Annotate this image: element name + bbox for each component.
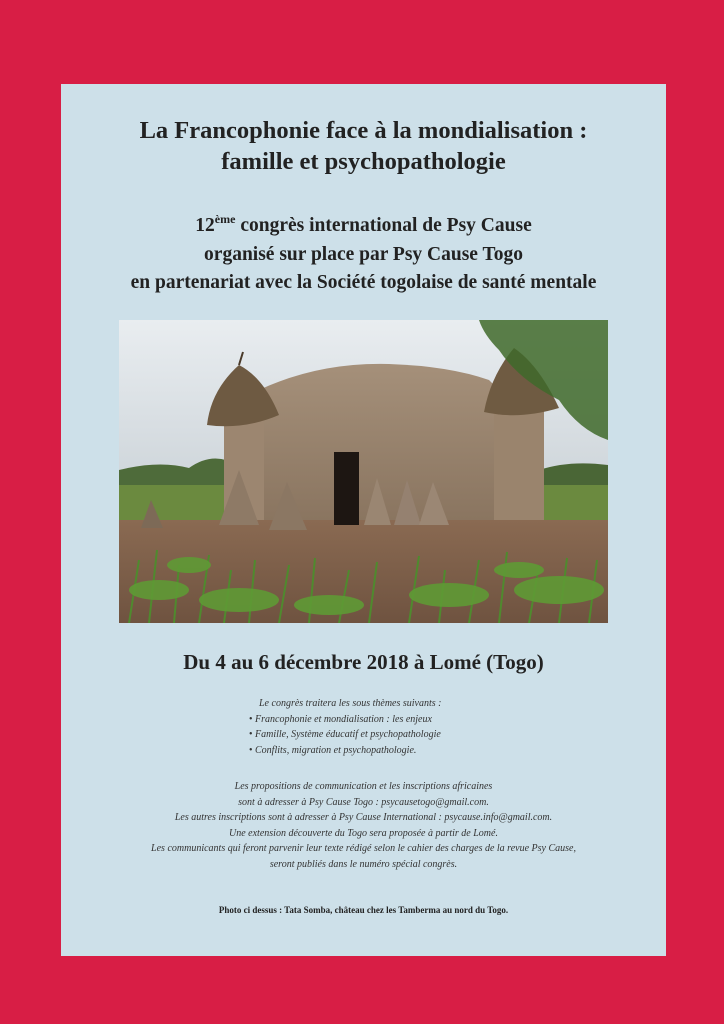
theme-item: • Conflits, migration et psychopathologie. bbox=[249, 743, 579, 759]
doorway bbox=[334, 452, 359, 525]
info-line: Une extension découverte du Togo sera proposée à partir de Lomé. bbox=[229, 827, 498, 839]
theme-item: • Francophonie et mondialisation : les enjeux bbox=[249, 712, 579, 728]
photo-caption: Photo ci dessus : Tata Somba, château chez les Tamberma au nord du Togo. bbox=[218, 905, 509, 915]
themes-block bbox=[249, 696, 579, 758]
info-line: Les propositions de communication et les inscriptions africaines bbox=[234, 781, 493, 792]
theme-item: • Famille, Système éducatif et psychopathologie bbox=[249, 727, 579, 743]
tata-somba-photo bbox=[119, 320, 608, 623]
congress-subtitle bbox=[61, 212, 666, 297]
congress-line-3: en partenariat avec la Société togolaise de santé mentale bbox=[130, 272, 597, 293]
info-line: seront publiés dans le numéro spécial congrès. bbox=[269, 858, 458, 870]
themes-list bbox=[249, 712, 579, 759]
congress-ordinal: 12 bbox=[195, 215, 215, 236]
congress-line-1-text: congrès international de Psy Cause bbox=[235, 215, 532, 236]
info-line: sont à adresser à Psy Cause Togo : psycausetogo@gmail.com. bbox=[238, 796, 489, 808]
info-line: Les communicants qui feront parvenir leur texte rédigé selon le cahier des charges de la revue Psy Cause, bbox=[151, 843, 576, 854]
title-line-2: famille et psychopathologie bbox=[221, 148, 506, 175]
poster-title bbox=[61, 115, 666, 177]
themes-intro: Le congrès traitera les sous thèmes suivants : bbox=[259, 698, 442, 709]
congress-ordinal-suffix: ème bbox=[214, 212, 236, 226]
event-date-location: Du 4 au 6 décembre 2018 à Lomé (Togo) bbox=[183, 650, 544, 674]
congress-line-1 bbox=[61, 212, 666, 241]
congress-line-2: organisé sur place par Psy Cause Togo bbox=[204, 244, 523, 265]
info-block bbox=[61, 779, 666, 872]
photo-illustration bbox=[119, 320, 608, 623]
info-line: Les autres inscriptions sont à adresser à Psy Cause International : psycause.info@gmail.com. bbox=[174, 812, 553, 823]
poster-panel bbox=[61, 84, 666, 956]
title-line-1: La Francophonie face à la mondialisation : bbox=[139, 117, 588, 144]
